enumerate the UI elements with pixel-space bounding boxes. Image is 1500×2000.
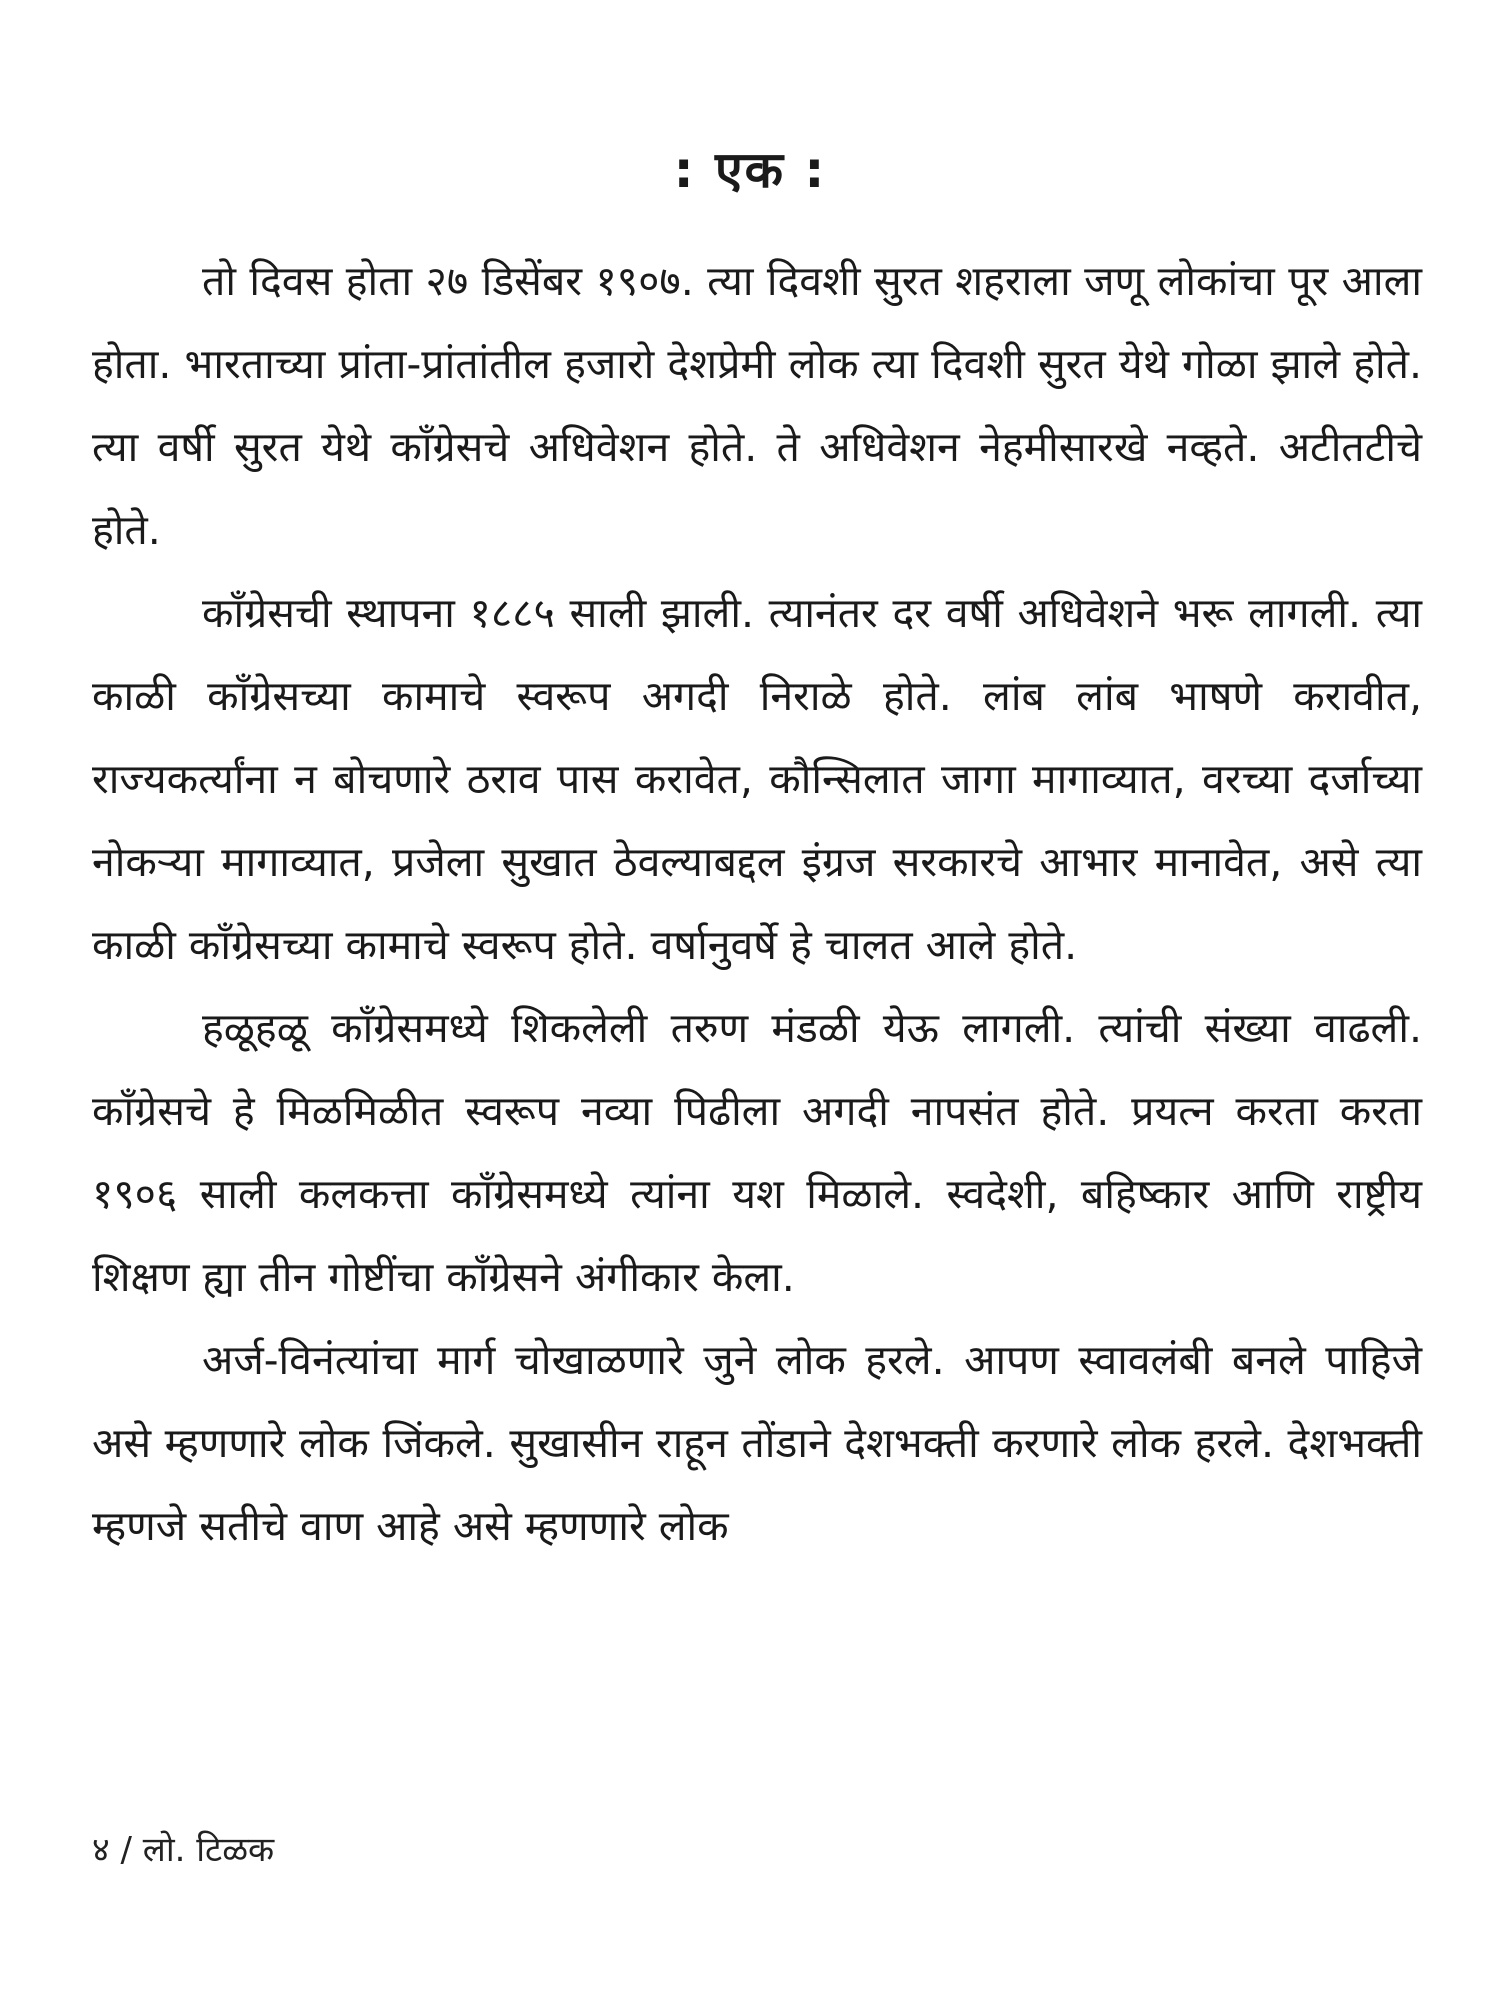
page-number: ४ [92,1830,110,1870]
footer-separator: / [120,1830,132,1870]
chapter-title: : एक : [673,141,827,199]
paragraph: तो दिवस होता २७ डिसेंबर १९०७. त्या दिवशी सुरत शहराला जणू लोकांचा पूर आला होता. भारताच्या प्रांता-प्रांतांतील हजारो देशप्रेमी लोक त्या दिवशी सुरत येथे गोळा झाले होते. त्या वर्षी सुरत येथे काँग्रेसचे अधिवेशन होते. ते अधिवेशन नेहमीसारखे नव्हते. अटीतटीचे होते. [92,257,1422,554]
body-text [92,240,1422,1568]
paragraph: काँग्रेसची स्थापना १८८५ साली झाली. त्यानंतर दर वर्षी अधिवेशने भरू लागली. त्या काळी काँग्रेसच्या कामाचे स्वरूप अगदी निराळे होते. लांब लांब भाषणे करावीत, राज्यकर्त्यांना न बोचणारे ठराव पास करावेत, कौन्सिलात जागा मागाव्यात, वरच्या दर्जाच्या नोकऱ्या मागाव्यात, प्रजेला सुखात ठेवल्याबद्दल इंग्रज सरकारचे आभार मानावेत, असे त्या काळी काँग्रेसच्या कामाचे स्वरूप होते. वर्षानुवर्षे हे चालत आले होते. [92,589,1422,969]
running-title: लो. टिळक [142,1830,275,1870]
paragraph: अर्ज-विनंत्यांचा मार्ग चोखाळणारे जुने लोक हरले. आपण स्वावलंबी बनले पाहिजे असे म्हणणारे लोक जिंकले. सुखासीन राहून तोंडाने देशभक्ती करणारे लोक हरले. देशभक्ती म्हणजे सतीचे वाण आहे असे म्हणणारे लोक [92,1336,1422,1550]
page-footer [92,1828,274,1872]
paragraph: हळूहळू काँग्रेसमध्ये शिकलेली तरुण मंडळी येऊ लागली. त्यांची संख्या वाढली. काँग्रेसचे हे मिळमिळीत स्वरूप नव्या पिढीला अगदी नापसंत होते. प्रयत्न करता करता १९०६ साली कलकत्ता काँग्रेसमध्ये त्यांना यश मिळाले. स्वदेशी, बहिष्कार आणि राष्ट्रीय शिक्षण ह्या तीन गोष्टींचा काँग्रेसने अंगीकार केला. [92,1004,1422,1301]
